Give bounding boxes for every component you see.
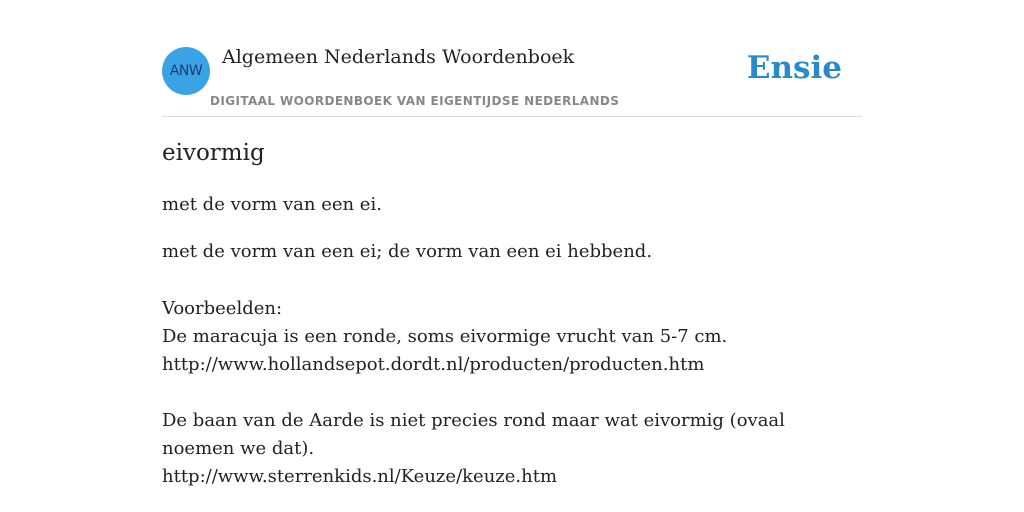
site-header [162,0,862,117]
examples-label: Voorbeelden: [162,298,283,319]
short-definition: met de vorm van een ei. [162,194,382,215]
example-source: http://www.hollandsepot.dordt.nl/producten/producten.htm [162,354,705,375]
logo-text: ANW [169,63,203,79]
example-text: De baan van de Aarde is niet precies rond maar wat eivormig (ovaal noemen we dat). [162,410,785,459]
headword: eivormig [162,140,265,166]
example-source: http://www.sterrenkids.nl/Keuze/keuze.htm [162,466,558,487]
site-subtitle: DIGITAAL WOORDENBOEK VAN EIGENTIJDSE NEDERLANDS [210,94,620,108]
ensie-brand-link[interactable]: Ensie [746,50,842,86]
site-title[interactable]: Algemeen Nederlands Woordenboek [222,46,575,68]
anw-logo-icon[interactable] [162,47,210,95]
page [162,0,862,487]
long-definition: met de vorm van een ei; de vorm van een ei hebbend. [162,241,653,262]
examples-section [162,295,862,491]
example-spacer [162,379,862,407]
example-text: De maracuja is een ronde, soms eivormige vrucht van 5-7 cm. [162,326,728,347]
